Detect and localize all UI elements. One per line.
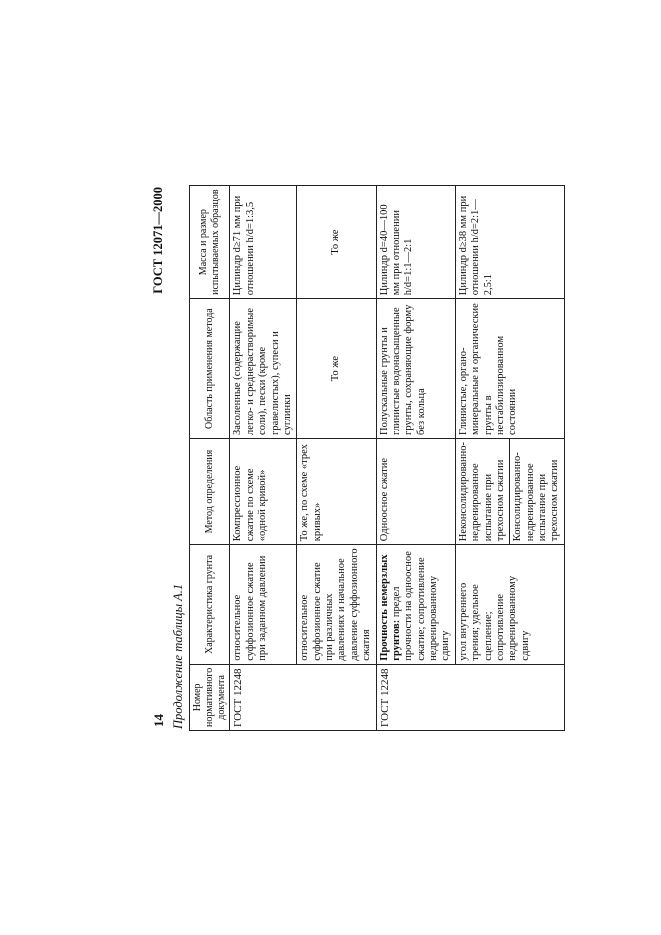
col-header-doc: Номер нормативного документа bbox=[190, 664, 230, 730]
col-header-characteristic: Характеристика грунта bbox=[190, 545, 230, 665]
characteristic-cell: угол внутреннего трения; удельное сцепление; сопротивление недренированному сдвигу bbox=[455, 545, 564, 665]
table-row bbox=[376, 186, 455, 731]
page-header bbox=[151, 185, 171, 731]
rotated-page-content bbox=[149, 185, 561, 731]
table-header-row bbox=[190, 186, 230, 731]
characteristic-cell bbox=[376, 545, 455, 665]
characteristic-text: предел прочности на одноосное сжатие; сопротивление недренированному сдвигу bbox=[390, 551, 452, 661]
table-row bbox=[455, 186, 510, 731]
col-header-area: Область применения метода bbox=[190, 299, 230, 439]
mass-cell: То же bbox=[297, 186, 376, 299]
doc-cell: ГОСТ 12248 bbox=[376, 664, 564, 730]
area-cell: Полускальные грунты и глинистые водонасыщенные грунты, сохраняющие форму без кольца bbox=[376, 299, 455, 439]
mass-cell: Цилиндр d=40—100 мм при отношении h/d=1:1—2:1 bbox=[376, 186, 455, 299]
standards-table bbox=[189, 185, 565, 731]
col-header-mass: Масса и размер испытываемых образцов bbox=[190, 186, 230, 299]
table-row bbox=[230, 186, 297, 731]
mass-cell: Цилиндр d≥71 мм при отношении h/d=1:3,5 bbox=[230, 186, 297, 299]
method-cell: Одноосное сжатие bbox=[376, 438, 455, 544]
document-page bbox=[149, 185, 561, 731]
area-cell: Засоленные (содержащие легко- и среднерастворимые соли), пески (кроме гравелистых), супеси и суглинки bbox=[230, 299, 297, 439]
gost-code: ГОСТ 12071—2000 bbox=[151, 187, 165, 294]
doc-cell: ГОСТ 12248 bbox=[230, 664, 376, 730]
mass-cell: Цилиндр d≥38 мм при отношении h/d=2:1—2,5:1 bbox=[455, 186, 564, 299]
characteristic-cell: относительное суффозионное сжатие при различных давлениях и начальное давление суффозионного сжатия bbox=[297, 545, 376, 665]
table-row bbox=[297, 186, 376, 731]
col-header-method: Метод определения bbox=[190, 438, 230, 544]
characteristic-heading: Прочность немерзлых грунтов: bbox=[378, 554, 402, 661]
characteristic-cell: относительное суффозионное сжатие при заданном давлении bbox=[230, 545, 297, 665]
method-cell: Консолидированно-недренированное испытание при трехосном сжатии bbox=[510, 438, 565, 544]
method-cell: То же, по схеме «трех кривых» bbox=[297, 438, 376, 544]
method-cell: Компрессионное сжатие по схеме «одной кривой» bbox=[230, 438, 297, 544]
area-cell: Глинистые, органо-минеральные и органические грунты в нестабилизированном состоянии bbox=[455, 299, 564, 439]
method-cell: Неконсолидированно-недренированное испытание при трехосном сжатии bbox=[455, 438, 510, 544]
area-cell: То же bbox=[297, 299, 376, 439]
page-number: 14 bbox=[151, 714, 166, 727]
table-caption: Продолжение таблицы А.1 bbox=[171, 583, 185, 729]
